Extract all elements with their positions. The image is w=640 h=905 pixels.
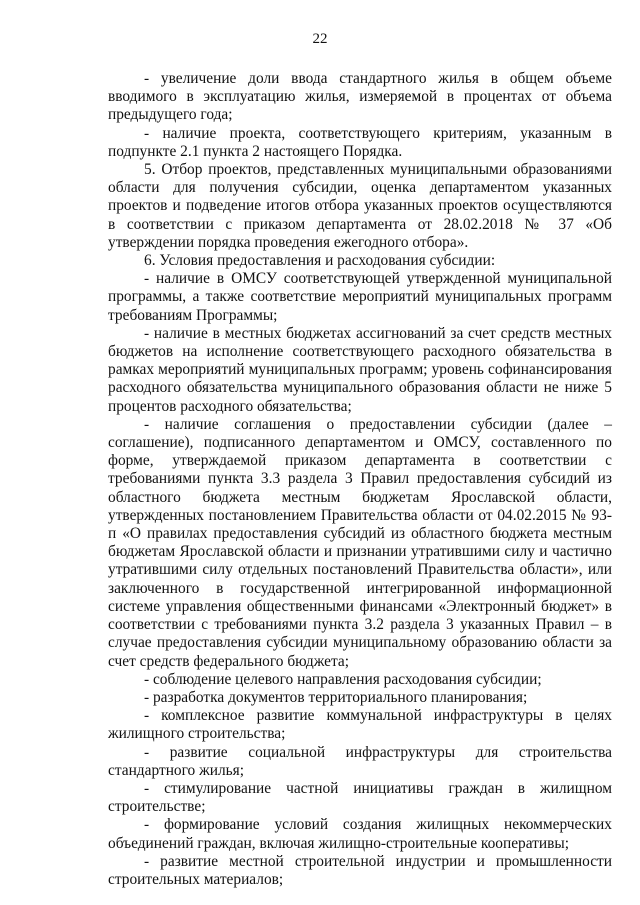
paragraph-utility-infrastructure: - комплексное развитие коммунальной инфраструктуры в целях жилищного строительства;: [108, 707, 612, 743]
paragraph-section-5-selection: 5. Отбор проектов, представленных муниципальными образованиями области для получения субсидии, оценка департаментом указанных проектов и подведение итогов отбора указанных проектов осуществляются в соответствии с приказом департамента от 28.02.2018 № 37 «Об утверждении порядка проведения ежегодного отбора».: [108, 161, 612, 251]
paragraph-standard-housing-share: - увеличение доли ввода стандартного жилья в общем объеме вводимого в эксплуатацию жилья, измеряемой в процентах от объема предыдущего года;: [108, 70, 612, 124]
paragraph-private-initiative: - стимулирование частной инициативы граждан в жилищном строительстве;: [108, 779, 612, 816]
paragraph-planning-documents: - разработка документов территориального планирования;: [144, 688, 528, 706]
paragraph-construction-industry: - развитие местной строительной индустрии и промышленности строительных материалов;: [108, 852, 612, 888]
paragraph-target-use: - соблюдение целевого направления расходования субсидии;: [144, 670, 542, 688]
paragraph-municipal-program: - наличие в ОМСУ соответствующей утвержденной муниципальной программы, а также соответствие мероприятий муниципальных программ требованиям Программы;: [108, 270, 612, 324]
paragraph-subsidy-agreement: - наличие соглашения о предоставлении субсидии (далее – соглашение), подписанного департаментом и ОМСУ, составленного по форме, утверждаемой приказом департамента в соответствии с требованиями пункта 3.3 раздела 3 Правил предоставления субсидий из областного бюджета местным бюджетам Ярославской области, утвержденных постановлением Правительства области от 04.02.2015 № 93-п «О правилах предоставления субсидий из областного бюджета местным бюджетам Ярославской области и признании утратившими силу и частично утратившими силу отдельных постановлений Правительства области», или заключенного в государственной интегрированной информационной системе управления общественными финансами «Электронный бюджет» в соответствии с требованиями пункта 3.2 раздела 3 указанных Правил – в случае предоставления субсидии муниципальному образованию области за счет средств федерального бюджета;: [108, 415, 612, 670]
paragraph-housing-associations: - формирование условий создания жилищных некоммерческих объединений граждан, включая жилищно-строительные кооперативы;: [108, 816, 612, 852]
paragraph-section-6-heading: 6. Условия предоставления и расходования субсидии:: [144, 252, 496, 270]
page-number: 22: [312, 31, 328, 47]
document-body: [108, 70, 612, 889]
paragraph-social-infrastructure: - развитие социальной инфраструктуры для строительства стандартного жилья;: [108, 743, 612, 779]
paragraph-project-criteria: - наличие проекта, соответствующего критериям, указанным в подпункте 2.1 пункта 2 настоящего Порядка.: [108, 124, 612, 160]
paragraph-local-budget-allocations: - наличие в местных бюджетах ассигнований за счет средств местных бюджетов на исполнение соответствующего расходного обязательства в рамках мероприятий муниципальных программ; уровень софинансирования расходного обязательства муниципального образования области не ниже 5 процентов расходного обязательства;: [108, 324, 612, 415]
